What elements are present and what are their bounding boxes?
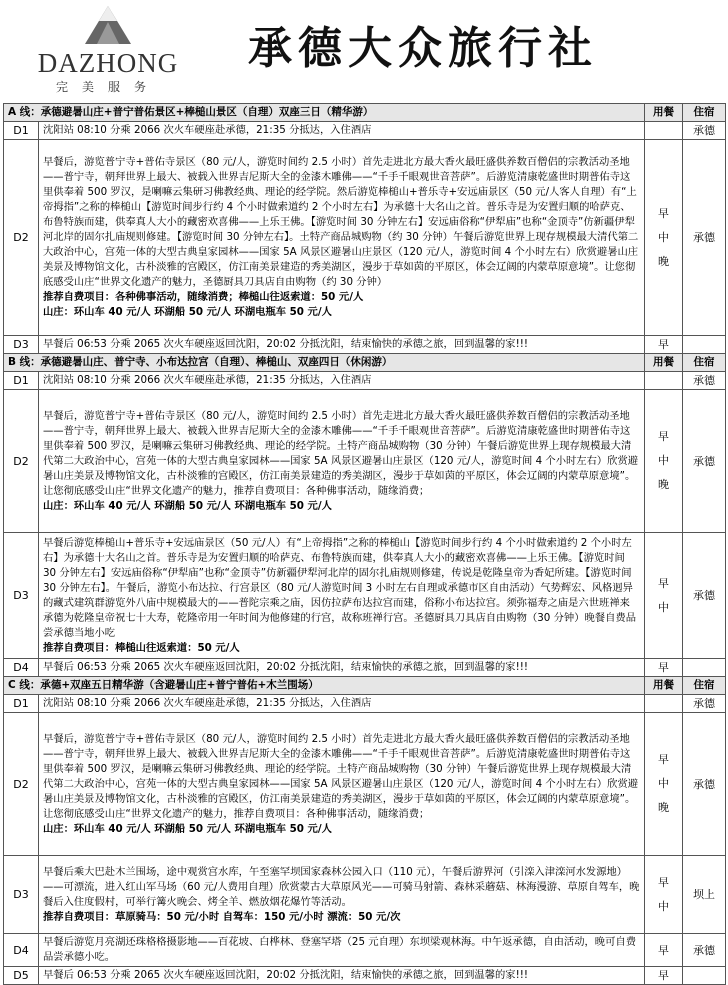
meals-cell	[645, 336, 683, 354]
meal-item: 早	[658, 206, 670, 220]
day-row	[4, 390, 726, 533]
meal-item: 中	[658, 600, 670, 614]
logo-slogan: 完美服务	[55, 80, 160, 94]
day-label: D3	[4, 336, 39, 354]
day-label: D2	[4, 390, 39, 533]
section-header-row	[4, 677, 726, 695]
meal-item: 晚	[658, 801, 670, 814]
logo-wordmark: DAZHONG	[37, 48, 179, 78]
lodging-header: 住宿	[683, 354, 726, 372]
meals-cell	[645, 934, 683, 967]
meal-item: 晚	[658, 478, 670, 491]
day-description: 沈阳站 08:10 分乘 2066 次火车硬座赴承德，21:35 分抵达，入住酒店	[43, 124, 372, 136]
day-description: 早餐后，游览普宁寺+普佑寺景区（80 元/人，游览时间约 2.5 小时）首先走进北方最大香火最旺盛供养数百僧侣的宗教活动圣地——普宁寺，朝拜世界上最大、被载入世界吉尼斯大全的金漆木雕佛——“千手千眼观世音菩萨”。后游览清康乾盛世时期普佑寺这里供奉着 500 罗汉，是喇嘛云集研习佛教经典、理论的经学院。然后游览棒槌山+普乐寺+安远庙景区（50 元/人客人自理）有“上帝拇指”之称的棒槌山【游览时间步行约 4 个小时做索道约 2 个小时左右】为承德十大名山之首。普乐寺是为安置归顺的哈萨克、布鲁特族而建，供奉真人大小的藏密欢喜佛——上乐王佛。【游览时间 30 分钟左右】安远庙俗称“伊犁庙”也称“金顶寺”仿新疆伊犁河北岸的固尔扎庙规则修建。【游览时间 30 分钟左右】。土特产商品城购物（约 30 分钟）午餐后游览世界上现存规模最大清代第二大政治中心，宫苑一体的大型古典皇家园林——国家 5A 风景区避暑山庄景区（120 元/人，游览时间 4 个小时左右）欣赏避暑山庄美景及博物馆文化，古朴淡雅的宫殿区，仿江南美景建造的秀美湖区，漫步于草如茵的平原区，体会辽阔的内蒙草原意境”。让您彻底感受山庄“世界文化遗产的魅力，圣德厨具刀具店自由购物（约 30 分钟）	[43, 156, 639, 288]
meals-header: 用餐	[645, 354, 683, 372]
lodging-cell: 承德	[683, 390, 726, 533]
meal-item: 早	[658, 338, 670, 351]
section-header-row	[4, 104, 726, 122]
meals-cell	[645, 856, 683, 934]
day-label: D2	[4, 140, 39, 336]
meal-item: 早	[658, 969, 670, 982]
day-note: 推荐自费项目：各种佛事活动，随缘消费；棒槌山往返索道：50 元/人	[43, 291, 364, 303]
lodging-cell: 承德	[683, 372, 726, 390]
day-description-cell	[39, 140, 645, 336]
meals-header: 用餐	[645, 104, 683, 122]
lodging-header: 住宿	[683, 104, 726, 122]
day-label: D3	[4, 856, 39, 934]
day-note: 推荐自费项目：草原骑马：50 元/小时 自驾车：150 元/小时 漂流：50 元/次	[43, 910, 401, 923]
meals-cell	[645, 390, 683, 533]
meal-item: 中	[658, 777, 670, 790]
day-description: 早餐后，游览普宁寺+普佑寺景区（80 元/人，游览时间约 2.5 小时）首先走进北方最大香火最旺盛供养数百僧侣的宗教活动圣地——普宁寺，朝拜世界上最大、被载入世界吉尼斯大全的金漆木雕佛——“千手千眼观世音菩萨”。后游览清康乾盛世时期普佑寺这里供奉着 500 罗汉，是喇嘛云集研习佛教经典、理论的经学院。土特产商品城购物（30 分钟）午餐后游览世界上现存规模最大清代第二大政治中心，宫苑一体的大型古典皇家园林——国家 5A 风景区避暑山庄景区（120 元/人，游览时间 4 个小时左右）欣赏避暑山庄美景及博物馆文化，古朴淡雅的宫殿区，仿江南美景建造的秀美湖区，漫步于草如茵的平原区，体会辽阔的内蒙草原意境”。让您彻底感受山庄“世界文化遗产的魅力，推荐自费项目：各种佛事活动，随缘消费；	[43, 732, 639, 820]
lodging-cell: 承德	[683, 713, 726, 856]
day-label: D1	[4, 372, 39, 390]
lodging-cell: 承德	[683, 533, 726, 659]
lodging-cell: 坝上	[683, 856, 726, 934]
day-note: 山庄：环山车 40 元/人 环湖船 50 元/人 环湖电瓶车 50 元/人	[43, 822, 332, 835]
day-label: D2	[4, 713, 39, 856]
day-row	[4, 695, 726, 713]
meal-item: 晚	[658, 254, 670, 268]
meals-cell	[645, 713, 683, 856]
day-note: 推荐自费项目：棒槌山往返索道：50 元/人	[43, 641, 240, 654]
itinerary-table	[3, 103, 726, 985]
day-description: 早餐后游览月亮湖还珠格格摄影地——百花坡、白桦林、登塞罕塔（25 元自理）东坝梁观林海。中午返承德，自由活动，晚可自费品尝承德小吃。	[43, 936, 636, 963]
day-row	[4, 659, 726, 677]
meal-item: 早	[658, 943, 670, 957]
day-description-cell	[39, 967, 645, 985]
lodging-cell: 承德	[683, 140, 726, 336]
meals-cell	[645, 695, 683, 713]
lodging-cell	[683, 336, 726, 354]
meals-cell	[645, 967, 683, 985]
day-label: D3	[4, 533, 39, 659]
day-row	[4, 336, 726, 354]
day-description: 沈阳站 08:10 分乘 2066 次火车硬座赴承德，21:35 分抵达，入住酒店	[43, 374, 372, 386]
day-note: 山庄：环山车 40 元/人 环湖船 50 元/人 环湖电瓶车 50 元/人	[43, 499, 332, 512]
day-description-cell	[39, 934, 645, 967]
day-description: 早餐后乘大巴赴木兰围场，途中观赏宫水库，午至塞罕坝国家森林公园入口（110 元），午餐后游界河（引滦入津滦河水发源地）——可漂流，进入红山军马场（60 元/人费用自理）欣赏蒙古大草原风光——可骑马射箭、森林采蘑菇、林海漫游、草原自驾车，晚餐后入住度假村，可举行篝火晚会、烤全羊、燃放烟花爆竹等活动。	[43, 865, 640, 908]
section-title: A 线：承德避暑山庄+普宁普佑景区+棒槌山景区（自理）双座三日（精华游）	[4, 104, 645, 122]
day-row	[4, 856, 726, 934]
day-description: 沈阳站 08:10 分乘 2066 次火车硬座赴承德，21:35 分抵达，入住酒店	[43, 697, 372, 709]
meal-item: 中	[658, 454, 670, 467]
meal-item: 早	[658, 753, 670, 766]
lodging-header: 住宿	[683, 677, 726, 695]
page-header	[0, 0, 728, 103]
lodging-cell	[683, 967, 726, 985]
meals-header: 用餐	[645, 677, 683, 695]
meal-item: 早	[658, 576, 670, 590]
day-note: 山庄：环山车 40 元/人 环湖船 50 元/人 环湖电瓶车 50 元/人	[43, 306, 332, 318]
section-header-row	[4, 354, 726, 372]
day-description: 早餐后 06:53 分乘 2065 次火车硬座返回沈阳，20:02 分抵沈阳，结束愉快的承德之旅，回到温馨的家!!!	[43, 661, 528, 673]
meal-item: 中	[658, 899, 670, 913]
meals-cell	[645, 372, 683, 390]
section-title: C 线：承德+双座五日精华游（含避暑山庄+普宁普佑+木兰围场）	[4, 677, 645, 695]
meals-cell	[645, 533, 683, 659]
day-row	[4, 140, 726, 336]
company-logo	[28, 4, 188, 96]
lodging-cell: 承德	[683, 695, 726, 713]
day-row	[4, 713, 726, 856]
lodging-cell: 承德	[683, 934, 726, 967]
page-title: 承德大众旅行社	[248, 23, 598, 74]
meal-item: 早	[658, 875, 670, 889]
meal-item: 早	[658, 661, 670, 674]
day-description: 早餐后，游览普宁寺+普佑寺景区（80 元/人，游览时间约 2.5 小时）首先走进北方最大香火最旺盛供养数百僧侣的宗教活动圣地——普宁寺，朝拜世界上最大、被载入世界吉尼斯大全的金漆木雕佛——“千手千眼观世音菩萨”。后游览清康乾盛世时期普佑寺这里供奉着 500 罗汉，是喇嘛云集研习佛教经典、理论的经学院。土特产商品城购物（30 分钟）午餐后游览世界上现存规模最大清代第二大政治中心，宫苑一体的大型古典皇家园林——国家 5A 风景区避暑山庄景区（120 元/人，游览时间 4 个小时左右）欣赏避暑山庄美景及博物馆文化，古朴淡雅的宫殿区，仿江南美景建造的秀美湖区，漫步于草如茵的平原区，体会辽阔的内蒙草原意境”。让您彻底感受山庄“世界文化遗产的魅力，推荐自费项目：各种佛事活动，随缘消费；	[43, 409, 639, 497]
day-label: D1	[4, 122, 39, 140]
meal-item: 早	[658, 430, 670, 443]
day-row	[4, 533, 726, 659]
day-description-cell	[39, 659, 645, 677]
day-description-cell	[39, 372, 645, 390]
logo-mountain-icon	[83, 4, 133, 48]
day-row	[4, 934, 726, 967]
section-title: B 线：承德避暑山庄、普宁寺、小布达拉宫（自理）、棒槌山、双座四日（休闲游）	[4, 354, 645, 372]
day-label: D1	[4, 695, 39, 713]
meals-cell	[645, 140, 683, 336]
day-description-cell	[39, 533, 645, 659]
meals-cell	[645, 122, 683, 140]
meal-item: 中	[658, 230, 670, 244]
day-row	[4, 372, 726, 390]
day-label: D4	[4, 659, 39, 677]
day-description-cell	[39, 336, 645, 354]
day-description: 早餐后游览棒槌山+普乐寺+安远庙景区（50 元/人）有“上帝拇指”之称的棒槌山【游览时间步行约 4 个小时做索道约 2 个小时左右】为承德十大名山之首。普乐寺是为安置归顺的哈萨克、布鲁特族而建，供奉真人大小的藏密欢喜佛——上乐王佛。【游览时间 30 分钟左右】安远庙俗称“伊犁庙”也称“金顶寺”仿新疆伊犁河北岸的固尔扎庙规则修建，传说是乾隆皇帝为香妃所建。【游览时间 30 分钟左右】。午餐后，游览小布达拉、行宫景区（80 元/人游览时间 3 小时左右自理或承德市区自由活动）气势辉宏、风格迥异的藏式建筑群游览外八庙中规模最大的——普陀宗乘之庙，因仿拉萨布达拉宫而建，俗称小布达拉宫。须弥福寿之庙是六世班禅来承德为乾隆皇帝祝七十大寿，乾隆帝用一年时间为他修建的行宫，故称班禅行宫。圣德厨具刀具店自由购物（30 分钟）晚餐自费品尝承德当地小吃	[43, 536, 636, 639]
day-label: D5	[4, 967, 39, 985]
meals-cell	[645, 659, 683, 677]
day-description-cell	[39, 390, 645, 533]
day-description-cell	[39, 856, 645, 934]
day-row	[4, 967, 726, 985]
day-row	[4, 122, 726, 140]
day-description: 早餐后 06:53 分乘 2065 次火车硬座返回沈阳，20:02 分抵沈阳，结束愉快的承德之旅，回到温馨的家!!!	[43, 338, 528, 350]
lodging-cell: 承德	[683, 122, 726, 140]
day-description-cell	[39, 713, 645, 856]
day-label: D4	[4, 934, 39, 967]
lodging-cell	[683, 659, 726, 677]
day-description-cell	[39, 695, 645, 713]
day-description-cell	[39, 122, 645, 140]
day-description: 早餐后 06:53 分乘 2065 次火车硬座返回沈阳，20:02 分抵沈阳，结束愉快的承德之旅，回到温馨的家!!!	[43, 969, 528, 981]
